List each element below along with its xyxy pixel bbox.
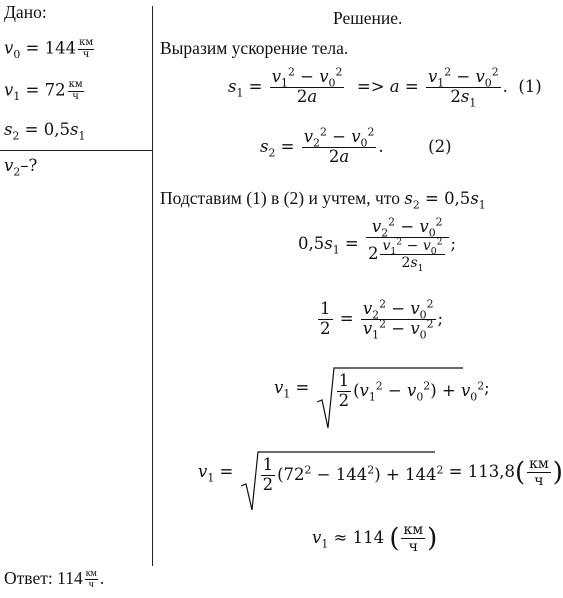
unit-h: ч	[68, 91, 84, 103]
unit-h: ч	[78, 49, 94, 61]
eq6-c: 144	[404, 464, 437, 484]
solution-title: Решение.	[333, 8, 403, 28]
approx-value: 114	[352, 528, 385, 548]
given-v1: $v_1 = 72$ км ч	[4, 79, 83, 103]
step2-coef: 0,5	[444, 189, 471, 208]
step1-text: Выразим ускорение тела.	[160, 38, 349, 58]
v0-value: 144	[44, 38, 77, 58]
half-fraction	[318, 300, 333, 339]
equation-6: $v_1$ = $\frac{1}{2}$ $(72^2 - 144^2) + 144^2 = 113,8$( $\frac{км}{ч}$ )	[198, 450, 563, 495]
square-root: $\frac{1}{2}$ $(v_1^2 - v_0^2) + v_0^2$	[315, 366, 485, 411]
step2-text: Подставим (1) в (2) и учтем, что $s_2 = 0,5s_1$	[160, 188, 486, 212]
half-den: 2	[338, 390, 350, 410]
equation-2-label: (2)	[428, 136, 452, 156]
unit-fraction	[85, 569, 98, 591]
unit-km: км	[68, 79, 83, 90]
unit-km: км	[79, 37, 94, 48]
given-v0: $v_0 = 144$ км ч	[4, 37, 94, 61]
fraction: $\frac{v_2^2 - v_0^2}{2a}$	[303, 125, 375, 166]
half-num: 1	[320, 299, 331, 318]
equation-1-label: (1)	[518, 76, 542, 96]
unit-h: ч	[527, 472, 551, 489]
eq6-b: 144	[335, 464, 368, 484]
equation-1: $s_1$ = $\frac{v_1^2 - v_0^2}{2a}$ => a = $\frac{v_1^2 - v_0^2}{2s_1}$ . (1)	[228, 65, 542, 110]
unit-km: км	[403, 522, 424, 538]
equation-3: $0,5s_1$ = $v_2^2 - v_0^2$ 2 $\frac{v_1^2 - v_0^2}{2s_1}$ ;	[298, 215, 457, 274]
fraction: $\frac{v_1^2 - v_0^2}{2s_1}$	[427, 65, 499, 110]
unit-h: ч	[401, 538, 425, 555]
unit-km: км	[529, 455, 549, 472]
eq3-den-coef: 2	[367, 244, 379, 264]
fraction: $\frac{v_1^2 - v_0^2}{2a}$	[271, 65, 343, 106]
equation-7: $v_1 \approx 114$ ( $\frac{км}{ч}$ )	[312, 522, 438, 556]
answer-line: Ответ: 114 км ч .	[4, 567, 105, 591]
vertical-divider	[152, 6, 153, 566]
equation-5: $v_1$ = $\frac{1}{2}$ $(v_1^2 - v_0^2) + v_0^2$;	[274, 366, 490, 411]
eq6-result: 113,8	[467, 461, 515, 481]
half-num: 1	[262, 455, 274, 474]
unit-km: км	[85, 567, 97, 579]
find-mark: –?	[20, 156, 38, 175]
half-den: 2	[320, 318, 331, 338]
unit-h: ч	[85, 579, 98, 591]
equation-4: $\frac{1}{2}$ = $\frac{v_2^2 - v_0^2}{v_1^2 - v_0^2}$ ;	[320, 297, 444, 342]
eq3-coef: 0,5	[298, 234, 325, 254]
fraction: $\frac{v_2^2 - v_0^2}{v_1^2 - v_0^2}$	[362, 297, 434, 342]
unit-fraction	[68, 80, 84, 102]
eq6-a: 72	[283, 464, 305, 484]
radical-sign	[239, 450, 249, 460]
given-title: Дано:	[4, 2, 47, 22]
half-den: 2	[262, 474, 274, 494]
horizontal-divider	[0, 150, 152, 151]
half-num: 1	[338, 371, 350, 390]
step2-sentence: Подставим (1) в (2) и учтем, что	[160, 188, 400, 208]
equation-2: $s_2$ = $\frac{v_2^2 - v_0^2}{2a}$ . (2)	[260, 125, 452, 166]
radical-sign	[315, 366, 325, 376]
answer-label: Ответ: 114	[4, 568, 83, 588]
v1-value: 72	[44, 80, 66, 100]
square-root: $\frac{1}{2}$ $(72^2 - 144^2) + 144^2$	[239, 450, 444, 495]
s2-coef: 0,5	[43, 120, 70, 139]
given-s2: $s_2 = 0,5s_1$	[4, 120, 86, 143]
unit-fraction	[78, 38, 94, 60]
find-v2: $v_2-$?	[4, 156, 38, 179]
compound-fraction: $v_2^2 - v_0^2$ 2 $\frac{v_1^2 - v_0^2}{2s_1}$	[366, 218, 449, 271]
